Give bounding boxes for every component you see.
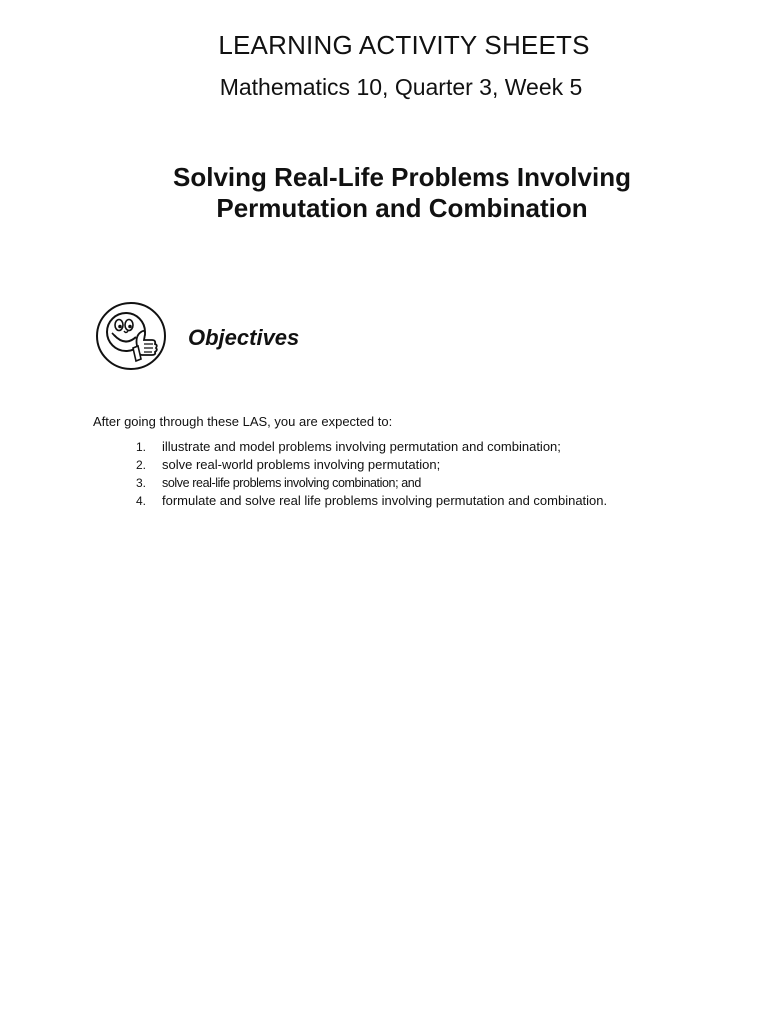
objective-item bbox=[136, 474, 607, 492]
objectives-list bbox=[136, 438, 607, 510]
thumbs-up-smiley-icon bbox=[95, 300, 167, 372]
objectives-heading: Objectives bbox=[188, 325, 300, 350]
lesson-topic-line-2: Permutation and Combination bbox=[216, 193, 588, 223]
objective-text: illustrate and model problems involving permutation and combination; bbox=[162, 439, 561, 454]
lesson-topic-line-1: Solving Real-Life Problems Involving bbox=[173, 162, 631, 192]
objective-text: solve real-life problems involving combination; and bbox=[162, 476, 421, 490]
objective-number: 1. bbox=[136, 440, 147, 454]
document-subtitle: Mathematics 10, Quarter 3, Week 5 bbox=[219, 74, 583, 100]
objective-item bbox=[136, 492, 607, 510]
objective-number: 4. bbox=[136, 494, 147, 508]
objective-item bbox=[136, 456, 607, 474]
objectives-intro: After going through these LAS, you are expected to: bbox=[93, 414, 393, 429]
objective-text: formulate and solve real life problems involving permutation and combination. bbox=[162, 493, 608, 508]
objective-text: solve real-world problems involving permutation; bbox=[162, 457, 441, 472]
lesson-topic bbox=[0, 162, 768, 224]
objective-number: 2. bbox=[136, 458, 147, 472]
document-title: LEARNING ACTIVITY SHEETS bbox=[218, 30, 590, 60]
objective-number: 3. bbox=[136, 476, 147, 490]
objective-item bbox=[136, 438, 607, 456]
